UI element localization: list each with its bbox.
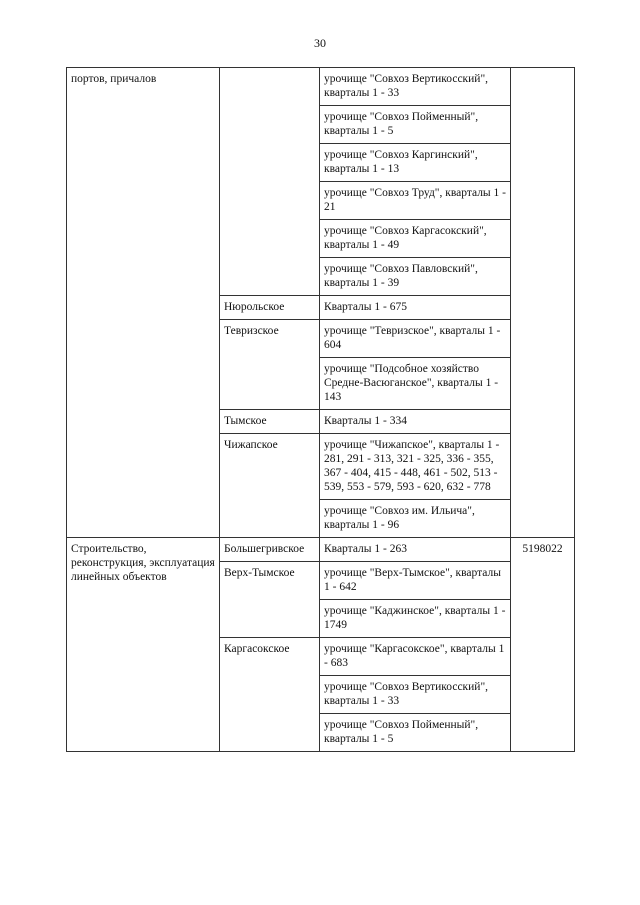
area-cell: урочище "Чижапское", кварталы 1 - 281, 291 - 313, 321 - 325, 336 - 355, 367 - 404, 415 - 448, 461 - 502, 513 - 539, 553 - 579, 593 - 620, 632 - 778: [320, 434, 511, 500]
area-cell: урочище "Совхоз им. Ильича", кварталы 1 - 96: [320, 500, 511, 538]
area-cell: урочище "Совхоз Труд", кварталы 1 - 21: [320, 182, 511, 220]
table-row: [67, 538, 575, 562]
code-cell: [511, 68, 575, 538]
activity-cell: портов, причалов: [67, 68, 220, 538]
area-cell: урочище "Совхоз Каргасокский", кварталы 1 - 49: [320, 220, 511, 258]
area-cell: Кварталы 1 - 675: [320, 296, 511, 320]
area-cell: урочище "Совхоз Пойменный", кварталы 1 - 5: [320, 714, 511, 752]
page-number: 30: [314, 36, 326, 50]
district-cell: Каргасокское: [220, 638, 320, 752]
area-cell: урочище "Совхоз Пойменный", кварталы 1 - 5: [320, 106, 511, 144]
area-cell: Кварталы 1 - 334: [320, 410, 511, 434]
area-cell: урочище "Подсобное хозяйство Средне-Васюганское", кварталы 1 - 143: [320, 358, 511, 410]
district-cell: Нюрольское: [220, 296, 320, 320]
area-cell: урочище "Каджинское", кварталы 1 - 1749: [320, 600, 511, 638]
area-cell: урочище "Совхоз Павловский", кварталы 1 - 39: [320, 258, 511, 296]
area-cell: Кварталы 1 - 263: [320, 538, 511, 562]
area-cell: урочище "Совхоз Вертикосский", кварталы 1 - 33: [320, 68, 511, 106]
forestry-table: [66, 67, 575, 752]
district-cell: Чижапское: [220, 434, 320, 538]
district-cell: Верх-Тымское: [220, 562, 320, 638]
table-row: [67, 68, 575, 106]
district-cell: Тевризское: [220, 320, 320, 410]
area-cell: урочище "Верх-Тымское", кварталы 1 - 642: [320, 562, 511, 600]
code-cell: 5198022: [511, 538, 575, 752]
activity-cell: Строительство, реконструкция, эксплуатация линейных объектов: [67, 538, 220, 752]
district-cell: Тымское: [220, 410, 320, 434]
area-cell: урочище "Совхоз Каргинский", кварталы 1 - 13: [320, 144, 511, 182]
area-cell: урочище "Каргасокское", кварталы 1 - 683: [320, 638, 511, 676]
area-cell: урочище "Совхоз Вертикосский", кварталы 1 - 33: [320, 676, 511, 714]
district-cell: [220, 68, 320, 296]
district-cell: Большегривское: [220, 538, 320, 562]
area-cell: урочище "Тевризское", кварталы 1 - 604: [320, 320, 511, 358]
